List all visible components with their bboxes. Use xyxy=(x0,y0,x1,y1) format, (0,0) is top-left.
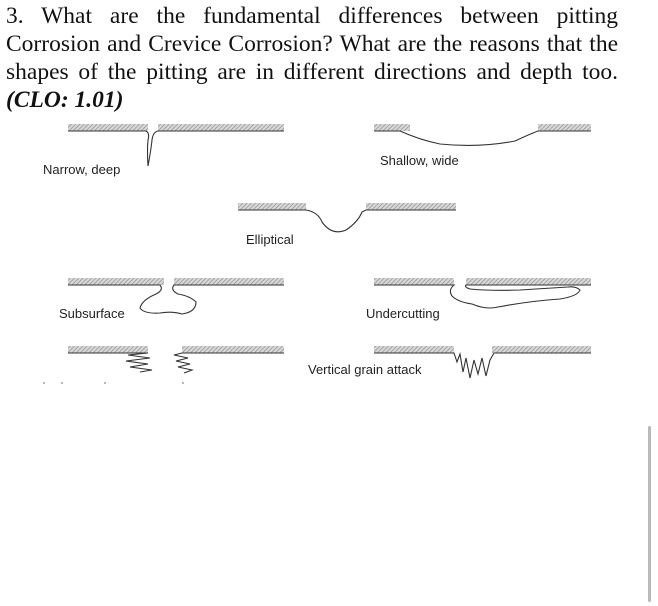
undercutting-pit-diagram xyxy=(374,278,591,308)
question-line-3: shapes of the pitting are in different directions and depth too. xyxy=(6,59,618,85)
label-subsurface: Subsurface xyxy=(59,306,125,321)
shallow-wide-pit-diagram xyxy=(374,124,591,145)
question-line-2: Corrosion and Crevice Corrosion? What are the reasons that the xyxy=(6,31,618,57)
label-vertical-grain-attack: Vertical grain attack xyxy=(308,362,422,377)
clo-reference: (CLO: 1.01) xyxy=(6,87,124,113)
vertical-grain-attack-diagram-left xyxy=(43,346,284,384)
elliptical-pit-diagram xyxy=(238,203,456,232)
label-elliptical: Elliptical xyxy=(246,232,294,247)
vertical-scrollbar[interactable] xyxy=(648,426,651,602)
label-shallow-wide: Shallow, wide xyxy=(380,153,459,168)
narrow-deep-pit-diagram xyxy=(68,124,284,166)
label-undercutting: Undercutting xyxy=(366,306,440,321)
label-narrow-deep: Narrow, deep xyxy=(43,162,121,177)
question-line-1: 3. What are the fundamental differences between pitting xyxy=(6,3,618,29)
